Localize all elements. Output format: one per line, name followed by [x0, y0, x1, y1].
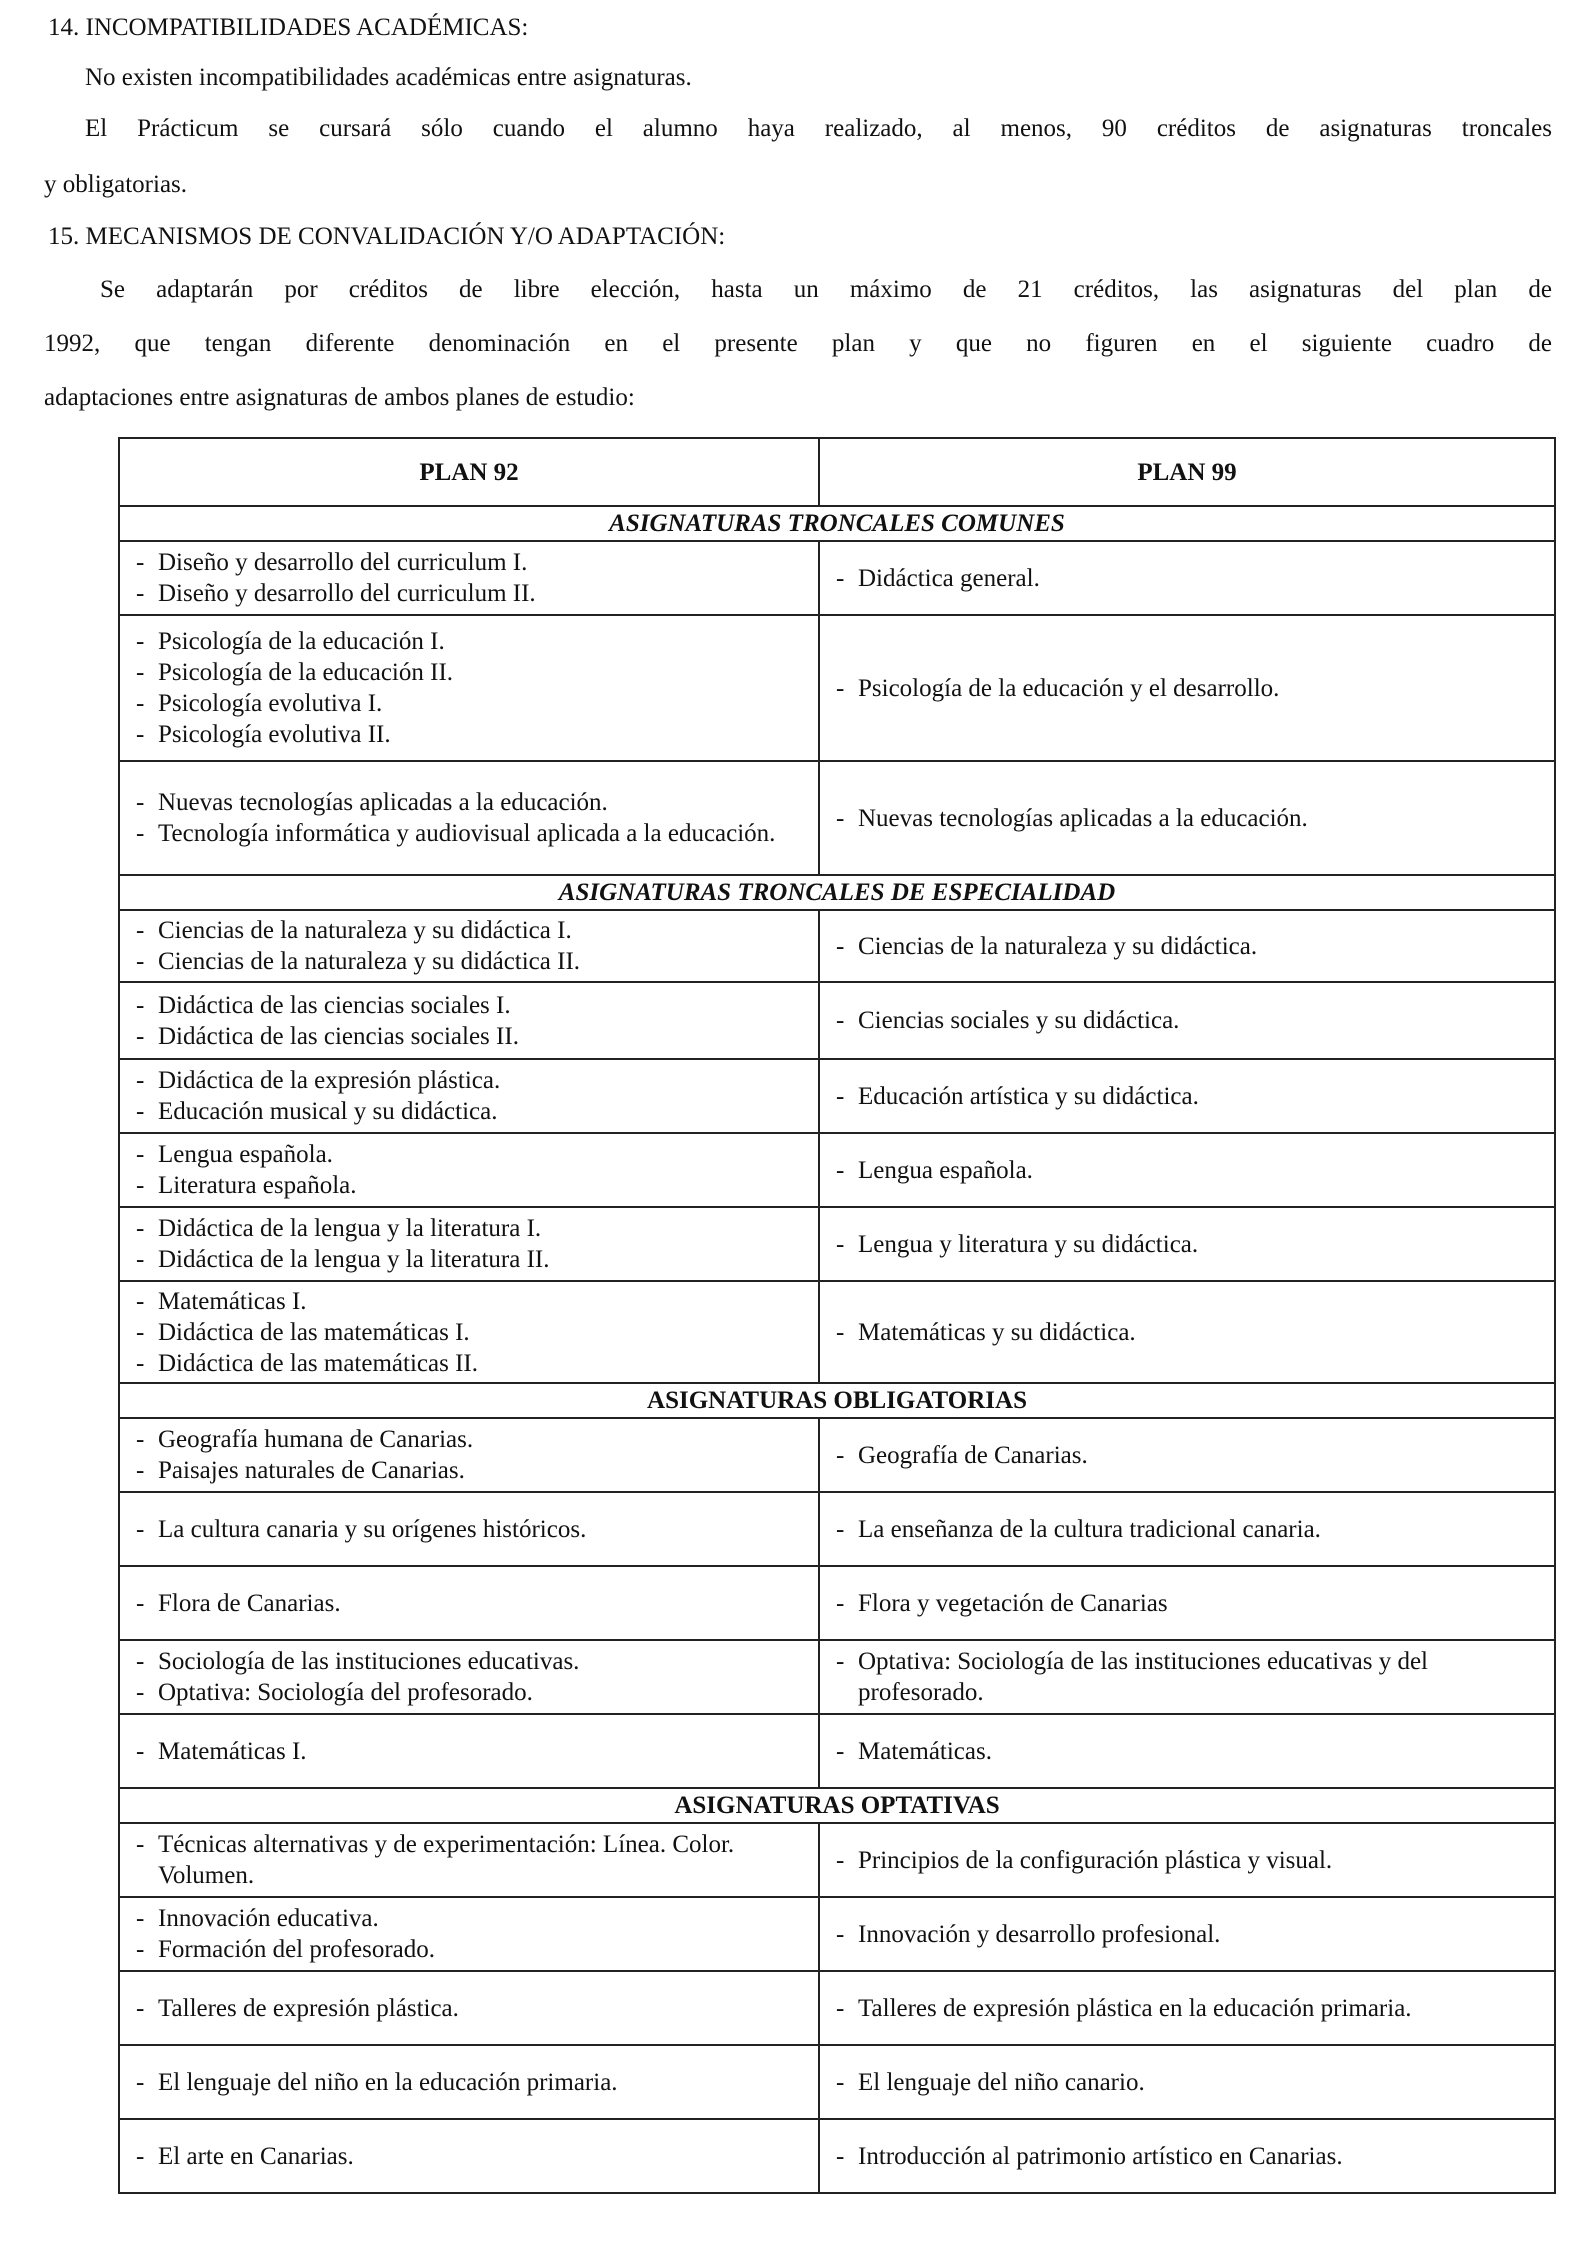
subject-item: -Técnicas alternativas y de experimentación: Línea. Color. Volumen. — [136, 1831, 735, 1889]
section-15-paragraph-line-3: adaptaciones entre asignaturas de ambos planes de estudio: — [44, 384, 635, 411]
plan-92-cell — [119, 1971, 819, 2045]
section-15-paragraph-line-1: Se adaptarán por créditos de libre elección, hasta un máximo de 21 créditos, las asignaturas del plan de — [100, 276, 1552, 303]
subject-name: Didáctica de las matemáticas II. — [158, 1349, 478, 1377]
section-14-paragraph-2-line-2: y obligatorias. — [44, 171, 188, 198]
table-row — [119, 910, 1555, 982]
subject-item: -Optativa: Sociología de las instituciones educativas y del profesorado. — [836, 1648, 1429, 1706]
column-header-plan-99: PLAN 99 — [819, 438, 1555, 506]
section-15-heading: 15. MECANISMOS DE CONVALIDACIÓN Y/O ADAPTACIÓN: — [48, 223, 726, 250]
subject-name: Matemáticas. — [858, 1737, 992, 1765]
plan-92-cell — [119, 2045, 819, 2119]
subject-item: -Geografía de Canarias. — [836, 1441, 1088, 1469]
plan-92-cell — [119, 1059, 819, 1133]
subject-name: Lengua y literatura y su didáctica. — [858, 1230, 1199, 1258]
subject-item: -Didáctica de las ciencias sociales I. — [136, 991, 511, 1019]
subject-name: Nuevas tecnologías aplicadas a la educación. — [858, 804, 1308, 832]
subject-name: El arte en Canarias. — [158, 2142, 354, 2170]
section-14-paragraph-2-line-1: El Prácticum se cursará sólo cuando el alumno haya realizado, al menos, 90 créditos de asignaturas troncales — [85, 115, 1552, 142]
plan-92-cell — [119, 1281, 819, 1383]
plan-99-cell — [819, 1971, 1555, 2045]
subject-name: Talleres de expresión plástica. — [158, 1994, 459, 2022]
plan-92-cell — [119, 1714, 819, 1788]
section-row — [119, 1383, 1555, 1418]
subject-name: Optativa: Sociología del profesorado. — [158, 1679, 533, 1706]
plan-92-cell — [119, 615, 819, 761]
table-row — [119, 1492, 1555, 1566]
section-title-text: ASIGNATURAS TRONCALES DE ESPECIALIDAD — [558, 879, 1116, 906]
subject-item: -Psicología evolutiva I. — [136, 690, 383, 717]
plan-99-cell — [819, 615, 1555, 761]
subject-item: -Ciencias de la naturaleza y su didáctica. — [836, 932, 1258, 960]
subject-name: Tecnología informática y audiovisual aplicada a la educación. — [158, 820, 776, 847]
subject-name: Ciencias de la naturaleza y su didáctica. — [858, 932, 1258, 960]
table-row — [119, 1418, 1555, 1492]
plan-92-cell — [119, 982, 819, 1059]
subject-item: -Nuevas tecnologías aplicadas a la educación. — [136, 789, 608, 816]
subject-name: Nuevas tecnologías aplicadas a la educación. — [158, 789, 608, 816]
plan-92-cell — [119, 1566, 819, 1640]
subject-item: -Flora y vegetación de Canarias — [836, 1589, 1168, 1617]
table-row — [119, 2119, 1555, 2193]
subject-name: Formación del profesorado. — [158, 1936, 436, 1963]
subject-item: -Diseño y desarrollo del curriculum I. — [136, 549, 528, 576]
subject-name: Ciencias sociales y su didáctica. — [858, 1007, 1180, 1034]
plan-99-cell — [819, 1133, 1555, 1207]
subject-name: Geografía de Canarias. — [858, 1441, 1088, 1469]
section-title — [119, 1383, 1555, 1418]
plan-99-cell — [819, 1640, 1555, 1714]
table-row — [119, 1640, 1555, 1714]
plan-99-cell — [819, 910, 1555, 982]
subject-item: -Didáctica de la lengua y la literatura I. — [136, 1215, 542, 1242]
subject-item: -El lenguaje del niño en la educación primaria. — [136, 2068, 618, 2096]
subject-item: -Psicología de la educación y el desarrollo. — [836, 674, 1280, 702]
plan-92-cell — [119, 1897, 819, 1971]
subject-item: -Psicología de la educación I. — [136, 628, 445, 655]
subject-name: Didáctica de la lengua y la literatura II. — [158, 1246, 550, 1273]
subject-name: Paisajes naturales de Canarias. — [158, 1457, 465, 1484]
table-row — [119, 1823, 1555, 1897]
section-title — [119, 1788, 1555, 1823]
plan-99-cell — [819, 1823, 1555, 1897]
subject-item: -Educación artística y su didáctica. — [836, 1082, 1199, 1110]
subject-name: Ciencias de la naturaleza y su didáctica II. — [158, 948, 581, 975]
subject-name: Didáctica de la lengua y la literatura I. — [158, 1215, 542, 1242]
subject-name: Matemáticas I. — [158, 1737, 307, 1765]
table-row — [119, 1714, 1555, 1788]
subject-item: -Formación del profesorado. — [136, 1936, 436, 1963]
plan-99-cell — [819, 1566, 1555, 1640]
section-row — [119, 875, 1555, 910]
subject-name: Literatura española. — [158, 1172, 357, 1199]
table-row — [119, 541, 1555, 615]
table-row — [119, 1281, 1555, 1383]
subject-item: -Lengua española. — [136, 1141, 333, 1168]
plan-99-cell — [819, 1059, 1555, 1133]
subject-item: -Sociología de las instituciones educativas. — [136, 1648, 580, 1675]
subject-item: -Didáctica de la expresión plástica. — [136, 1067, 501, 1094]
subject-item: -Diseño y desarrollo del curriculum II. — [136, 580, 536, 607]
subject-item: -Psicología evolutiva II. — [136, 721, 391, 748]
plan-99-cell — [819, 982, 1555, 1059]
subject-name: Educación artística y su didáctica. — [858, 1082, 1199, 1110]
plan-92-cell — [119, 910, 819, 982]
subject-name: La cultura canaria y su orígenes históricos. — [158, 1515, 587, 1543]
subject-name: Innovación y desarrollo profesional. — [858, 1920, 1221, 1948]
subject-name: Innovación educativa. — [158, 1905, 379, 1932]
table-row — [119, 1566, 1555, 1640]
subject-item: -Lengua y literatura y su didáctica. — [836, 1230, 1199, 1258]
subject-item: -Innovación y desarrollo profesional. — [836, 1920, 1221, 1948]
subject-name: Técnicas alternativas y de experimentación: Línea. Color. Volumen. — [158, 1831, 735, 1889]
subject-name: Lengua española. — [858, 1156, 1033, 1184]
section-row — [119, 506, 1555, 541]
subject-name: El lenguaje del niño canario. — [858, 2068, 1145, 2096]
subject-name: Didáctica general. — [858, 564, 1040, 592]
section-14-heading: 14. INCOMPATIBILIDADES ACADÉMICAS: — [48, 14, 529, 41]
subject-name: Psicología evolutiva I. — [158, 690, 383, 717]
subject-name: Diseño y desarrollo del curriculum I. — [158, 549, 528, 576]
plan-92-cell — [119, 1492, 819, 1566]
table-row — [119, 1207, 1555, 1281]
section-title-text: ASIGNATURAS OPTATIVAS — [674, 1792, 1000, 1819]
subject-name: Principios de la configuración plástica y visual. — [858, 1846, 1333, 1874]
subject-name: Didáctica de las ciencias sociales II. — [158, 1022, 519, 1050]
subject-item: -Ciencias de la naturaleza y su didáctica II. — [136, 948, 581, 975]
column-header-plan-92: PLAN 92 — [119, 438, 819, 506]
section-row — [119, 1788, 1555, 1823]
subject-item: -Ciencias sociales y su didáctica. — [836, 1007, 1180, 1034]
subject-item: -Geografía humana de Canarias. — [136, 1426, 474, 1453]
subject-name: Optativa: Sociología de las instituciones educativas y del profesorado. — [858, 1648, 1429, 1706]
subject-item: -Psicología de la educación II. — [136, 659, 454, 686]
subject-item: -Flora de Canarias. — [136, 1589, 341, 1617]
section-15-paragraph-line-2: 1992, que tengan diferente denominación en el presente plan y que no figuren en el siguiente cuadro de — [44, 330, 1552, 357]
table-row — [119, 1133, 1555, 1207]
section-title — [119, 875, 1555, 910]
table-row — [119, 982, 1555, 1059]
plan-99-cell — [819, 1714, 1555, 1788]
plan-92-cell — [119, 1823, 819, 1897]
table-row — [119, 615, 1555, 761]
subject-item: -Ciencias de la naturaleza y su didáctica I. — [136, 917, 572, 944]
subject-name: Educación musical y su didáctica. — [158, 1098, 498, 1125]
subject-name: La enseñanza de la cultura tradicional canaria. — [858, 1515, 1321, 1543]
subject-item: -Paisajes naturales de Canarias. — [136, 1457, 465, 1484]
plan-99-cell — [819, 1897, 1555, 1971]
plan-92-cell — [119, 1207, 819, 1281]
subject-item: -Didáctica de la lengua y la literatura II. — [136, 1246, 550, 1273]
subject-item: -El lenguaje del niño canario. — [836, 2068, 1145, 2096]
table-row — [119, 2045, 1555, 2119]
subject-item: -Innovación educativa. — [136, 1905, 379, 1932]
plan-99-cell — [819, 1492, 1555, 1566]
plan-99-cell — [819, 2119, 1555, 2193]
section-title-text: ASIGNATURAS OBLIGATORIAS — [647, 1387, 1027, 1414]
plan-99-cell — [819, 761, 1555, 875]
subject-item: -Talleres de expresión plástica en la educación primaria. — [836, 1994, 1412, 2022]
subject-name: Psicología evolutiva II. — [158, 721, 391, 748]
subject-name: Matemáticas I. — [158, 1287, 307, 1315]
subject-item: -Nuevas tecnologías aplicadas a la educación. — [836, 804, 1308, 832]
subject-name: Introducción al patrimonio artístico en Canarias. — [858, 2142, 1343, 2170]
subject-name: Matemáticas y su didáctica. — [858, 1318, 1136, 1346]
plan-92-cell — [119, 1418, 819, 1492]
table-row — [119, 1971, 1555, 2045]
subject-item: -Didáctica de las matemáticas I. — [136, 1318, 470, 1346]
subject-item: -Principios de la configuración plástica y visual. — [836, 1846, 1333, 1874]
subject-item: -Tecnología informática y audiovisual aplicada a la educación. — [136, 820, 776, 847]
subject-name: Lengua española. — [158, 1141, 333, 1168]
subject-item: -Didáctica general. — [836, 564, 1040, 592]
subject-item: -Talleres de expresión plástica. — [136, 1994, 459, 2022]
subject-item: -Educación musical y su didáctica. — [136, 1098, 498, 1125]
subject-item: -Lengua española. — [836, 1156, 1033, 1184]
table-row — [119, 1897, 1555, 1971]
table-header-row — [119, 438, 1555, 506]
subject-item: -Didáctica de las matemáticas II. — [136, 1349, 478, 1377]
section-title — [119, 506, 1555, 541]
subject-item: -Matemáticas I. — [136, 1287, 307, 1315]
subject-item: -Didáctica de las ciencias sociales II. — [136, 1022, 519, 1050]
subject-name: Flora de Canarias. — [158, 1589, 341, 1617]
subject-item: -Introducción al patrimonio artístico en Canarias. — [836, 2142, 1343, 2170]
table-body — [119, 506, 1555, 2193]
subject-name: Talleres de expresión plástica en la educación primaria. — [858, 1994, 1412, 2022]
plan-99-cell — [819, 2045, 1555, 2119]
subject-name: Diseño y desarrollo del curriculum II. — [158, 580, 536, 607]
section-14-paragraph-1: No existen incompatibilidades académicas entre asignaturas. — [85, 64, 692, 91]
subject-name: Psicología de la educación I. — [158, 628, 445, 655]
subject-item: -La cultura canaria y su orígenes históricos. — [136, 1515, 587, 1543]
subject-name: El lenguaje del niño en la educación primaria. — [158, 2068, 618, 2096]
plan-99-cell — [819, 541, 1555, 615]
plan-99-cell — [819, 1207, 1555, 1281]
subject-item: -Matemáticas. — [836, 1737, 992, 1765]
table-row — [119, 761, 1555, 875]
plan-92-cell — [119, 1640, 819, 1714]
plan-92-cell — [119, 2119, 819, 2193]
adaptation-table — [118, 437, 1556, 2194]
subject-item: -La enseñanza de la cultura tradicional canaria. — [836, 1515, 1321, 1543]
subject-name: Didáctica de la expresión plástica. — [158, 1067, 501, 1094]
plan-99-cell — [819, 1281, 1555, 1383]
subject-name: Ciencias de la naturaleza y su didáctica I. — [158, 917, 572, 944]
plan-92-cell — [119, 761, 819, 875]
subject-item: -Matemáticas y su didáctica. — [836, 1318, 1136, 1346]
plan-92-cell — [119, 1133, 819, 1207]
subject-name: Flora y vegetación de Canarias — [858, 1589, 1168, 1617]
plan-99-cell — [819, 1418, 1555, 1492]
subject-name: Didáctica de las ciencias sociales I. — [158, 991, 511, 1019]
subject-name: Geografía humana de Canarias. — [158, 1426, 474, 1453]
subject-item: -Optativa: Sociología del profesorado. — [136, 1679, 533, 1706]
plan-92-cell — [119, 541, 819, 615]
subject-name: Sociología de las instituciones educativas. — [158, 1648, 580, 1675]
table-row — [119, 1059, 1555, 1133]
subject-item: -El arte en Canarias. — [136, 2142, 354, 2170]
subject-name: Psicología de la educación II. — [158, 659, 454, 686]
subject-name: Psicología de la educación y el desarrollo. — [858, 674, 1280, 702]
subject-item: -Matemáticas I. — [136, 1737, 307, 1765]
subject-item: -Literatura española. — [136, 1172, 357, 1199]
section-title-text: ASIGNATURAS TRONCALES COMUNES — [609, 510, 1065, 537]
subject-name: Didáctica de las matemáticas I. — [158, 1318, 470, 1346]
